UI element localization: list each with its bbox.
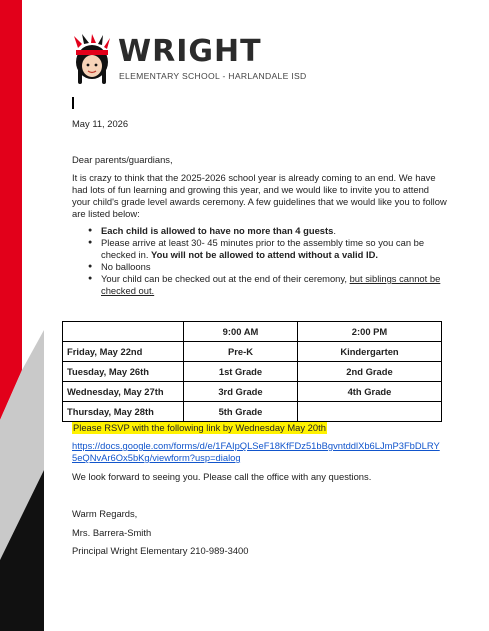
table-header-cell: 9:00 AM [184,322,298,342]
list-item [88,225,448,237]
table-row [63,342,442,362]
sign-off: Warm Regards, [72,508,138,519]
table-cell: 2nd Grade [297,362,441,382]
table-cell: Kindergarten [297,342,441,362]
rsvp-form-link[interactable]: https://docs.google.com/forms/d/e/1FAIpQLSeF18KfFDz51bBgvntddlXb6LJmP3FbDLRY5eQNvAr6Ox5bKg/viewform?usp=dialog [72,440,440,463]
table-cell: Wednesday, May 27th [63,382,184,402]
guest-limit-period: . [333,225,336,236]
table-cell: Pre-K [184,342,298,362]
letter-greeting: Dear parents/guardians, [72,154,173,165]
letter-date: May 11, 2026 [72,118,129,129]
text-cursor [72,97,74,109]
school-name: WRIGHT [118,34,262,69]
table-header-cell: 2:00 PM [297,322,441,342]
closing-message: We look forward to seeing you. Please call the office with any questions. [72,471,372,482]
siblings-text: but siblings cannot be checked out. [101,273,441,296]
letter-intro: It is crazy to think that the 2025-2026 school year is already coming to an end. We have had lots of fun learning and growing this year, and we would like to invite you to attend your child's grade level awards ceremony. A few guidelines that we would like you to follow are listed below: [72,172,447,219]
table-row [63,382,442,402]
table-cell: Thursday, May 28th [63,402,184,422]
guidelines-list [88,225,448,297]
table-cell: 4th Grade [297,382,441,402]
table-cell: Tuesday, May 26th [63,362,184,382]
list-item [88,261,448,273]
left-stripe-decoration [0,0,50,631]
list-item [88,237,448,261]
id-required-text: You will not be allowed to attend without a valid ID. [151,249,378,260]
table-row [63,402,442,422]
table-cell [297,402,441,422]
table-cell: 1st Grade [184,362,298,382]
signer-title: Principal Wright Elementary 210-989-3400 [72,545,249,556]
rsvp-highlight: Please RSVP with the following link by Wednesday May 20th [73,422,326,433]
table-row [63,362,442,382]
guest-limit-text: Each child is allowed to have no more than 4 guests [101,225,334,236]
mascot-logo-icon [72,34,112,86]
table-cell: Friday, May 22nd [63,342,184,362]
ceremony-schedule-table [62,321,442,422]
list-item [88,273,448,297]
table-header-cell [63,322,184,342]
table-header-row [63,322,442,342]
school-logo [72,30,312,90]
table-cell: 5th Grade [184,402,298,422]
checkout-text: Your child can be checked out at the end of their ceremony, [101,273,350,284]
signer-name: Mrs. Barrera-Smith [72,527,152,538]
table-cell: 3rd Grade [184,382,298,402]
school-subtitle: ELEMENTARY SCHOOL - HARLANDALE ISD [119,71,307,81]
arrival-text: Please arrive at least 30- 45 minutes prior to the assembly time so you can be checked in. [101,237,425,260]
balloons-text: No balloons [101,261,151,272]
